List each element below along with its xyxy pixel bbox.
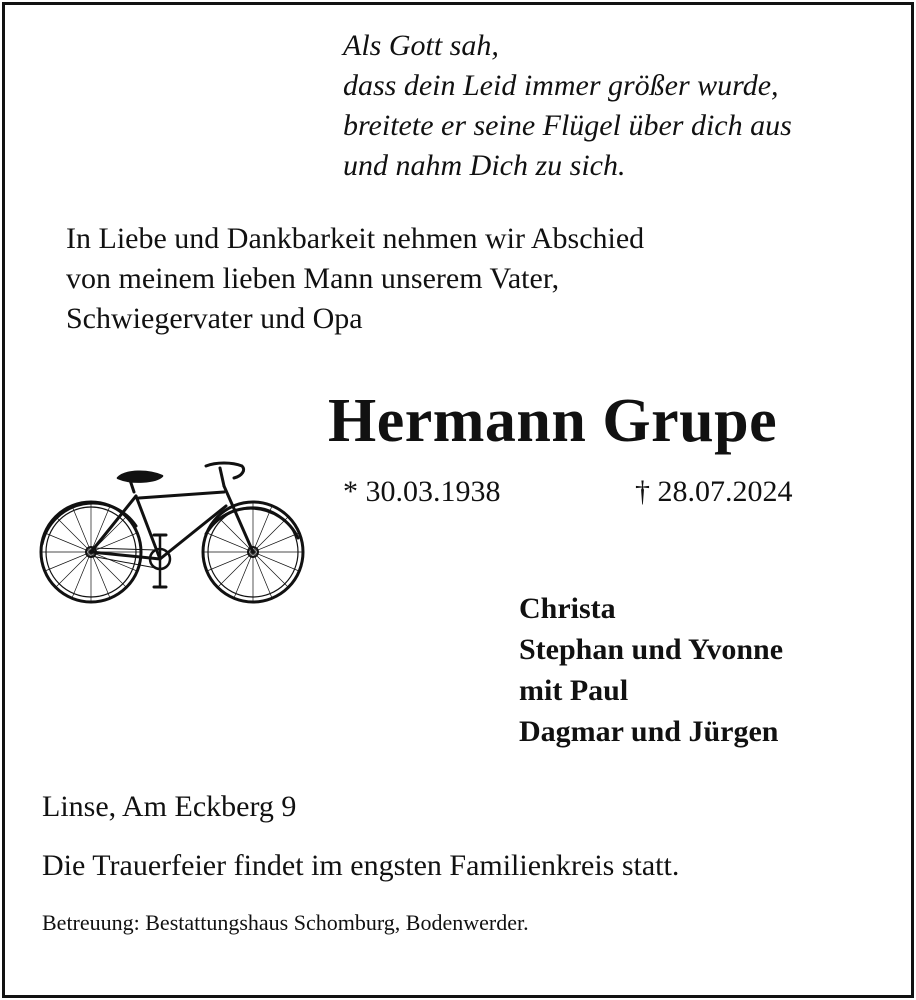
intro-text [66, 219, 644, 339]
family-line: mit Paul [519, 674, 629, 707]
family-line: Stephan und Yvonne [519, 633, 784, 666]
intro-line: Schwiegervater und Opa [66, 302, 363, 335]
intro-line: von meinem lieben Mann unserem Vater, [66, 262, 560, 295]
ceremony-note: Die Trauerfeier findet im engsten Familienkreis statt. [42, 849, 680, 882]
family-names [519, 588, 783, 752]
bicycle-icon [36, 456, 308, 606]
address: Linse, Am Eckberg 9 [42, 790, 297, 823]
death-date: † 28.07.2024 [635, 475, 793, 508]
funeral-home-note: Betreuung: Bestattungshaus Schomburg, Bodenwerder. [42, 910, 529, 935]
poem-line: dass dein Leid immer größer wurde, [343, 69, 779, 102]
birth-date: * 30.03.1938 [343, 475, 501, 508]
poem-line: Als Gott sah, [343, 29, 499, 62]
poem-line: und nahm Dich zu sich. [343, 149, 626, 182]
deceased-name: Hermann Grupe [328, 387, 778, 455]
family-line: Dagmar und Jürgen [519, 715, 779, 748]
intro-line: In Liebe und Dankbarkeit nehmen wir Abschied [66, 222, 645, 255]
poem [343, 26, 792, 186]
poem-line: breitete er seine Flügel über dich aus [343, 109, 792, 142]
family-line: Christa [519, 592, 616, 625]
